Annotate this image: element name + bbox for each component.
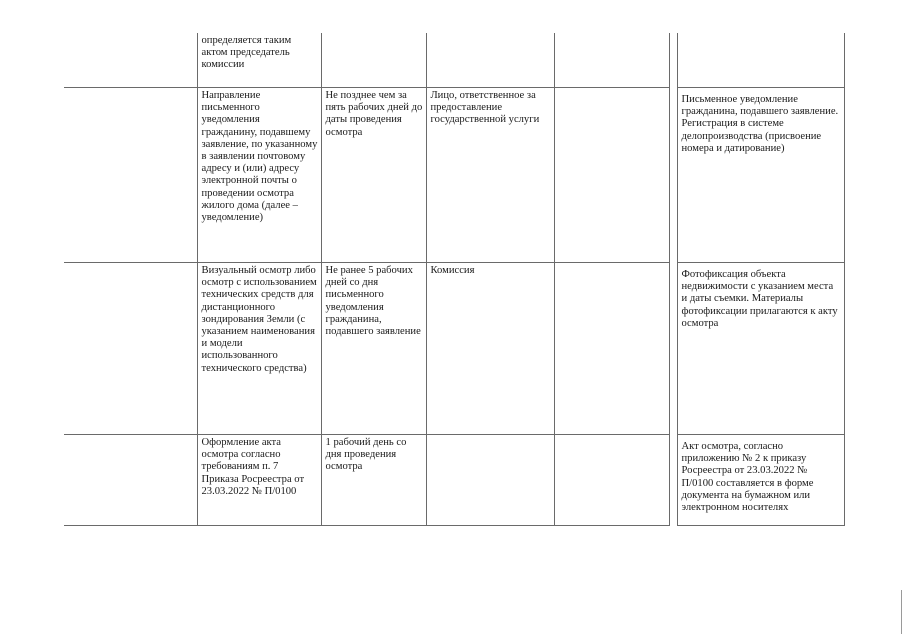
table-cell — [64, 33, 197, 88]
scan-edge-mark — [901, 590, 902, 634]
table-cell: Не ранее 5 рабочих дней со дня письменного уведомления гражданина, подавшего заявление — [321, 263, 426, 435]
table-cell-gap — [669, 263, 677, 435]
table-cell — [677, 33, 844, 88]
table-cell-gap — [669, 88, 677, 263]
table-row — [64, 435, 844, 526]
table-cell — [64, 88, 197, 263]
table-cell: Визуальный осмотр либо осмотр с использованием технических средств для дистанционного зондирования Земли (с указанием наименования и модели использованного технического средства) — [197, 263, 321, 435]
table-cell — [554, 33, 669, 88]
table-cell: Письменное уведомление гражданина, подавшего заявление. Регистрация в системе делопроизводства (присвоение номера и датирование) — [677, 88, 844, 263]
table-row — [64, 33, 844, 88]
table-row — [64, 263, 844, 435]
table-cell — [554, 263, 669, 435]
table-cell-gap — [669, 435, 677, 526]
table-cell: Фотофиксация объекта недвижимости с указанием места и даты съемки. Материалы фотофиксации прилагаются к акту осмотра — [677, 263, 844, 435]
table-cell: определяется таким актом председатель комиссии — [197, 33, 321, 88]
table-cell — [426, 435, 554, 526]
table-cell: Акт осмотра, согласно приложению № 2 к приказу Росреестра от 23.03.2022 № П/0100 составляется в форме документа на бумажном или электронном носителях — [677, 435, 844, 526]
table-cell — [554, 435, 669, 526]
table-cell — [64, 263, 197, 435]
table-cell: Направление письменного уведомления гражданину, подавшему заявление, по указанному в заявлении почтовому адресу и (или) адресу электронной почты о проведении осмотра жилого дома (далее – уведомление) — [197, 88, 321, 263]
table-body — [64, 33, 844, 526]
table-cell: Оформление акта осмотра согласно требованиям п. 7 Приказа Росреестра от 23.03.2022 № П/0100 — [197, 435, 321, 526]
table-cell — [426, 33, 554, 88]
table-cell: 1 рабочий день со дня проведения осмотра — [321, 435, 426, 526]
table-cell — [64, 435, 197, 526]
table-row — [64, 88, 844, 263]
table-cell: Комиссия — [426, 263, 554, 435]
table-cell-gap — [669, 33, 677, 88]
table-cell — [554, 88, 669, 263]
table-cell — [321, 33, 426, 88]
table-cell: Не позднее чем за пять рабочих дней до даты проведения осмотра — [321, 88, 426, 263]
procedure-table — [64, 33, 845, 526]
table-cell: Лицо, ответственное за предоставление государственной услуги — [426, 88, 554, 263]
